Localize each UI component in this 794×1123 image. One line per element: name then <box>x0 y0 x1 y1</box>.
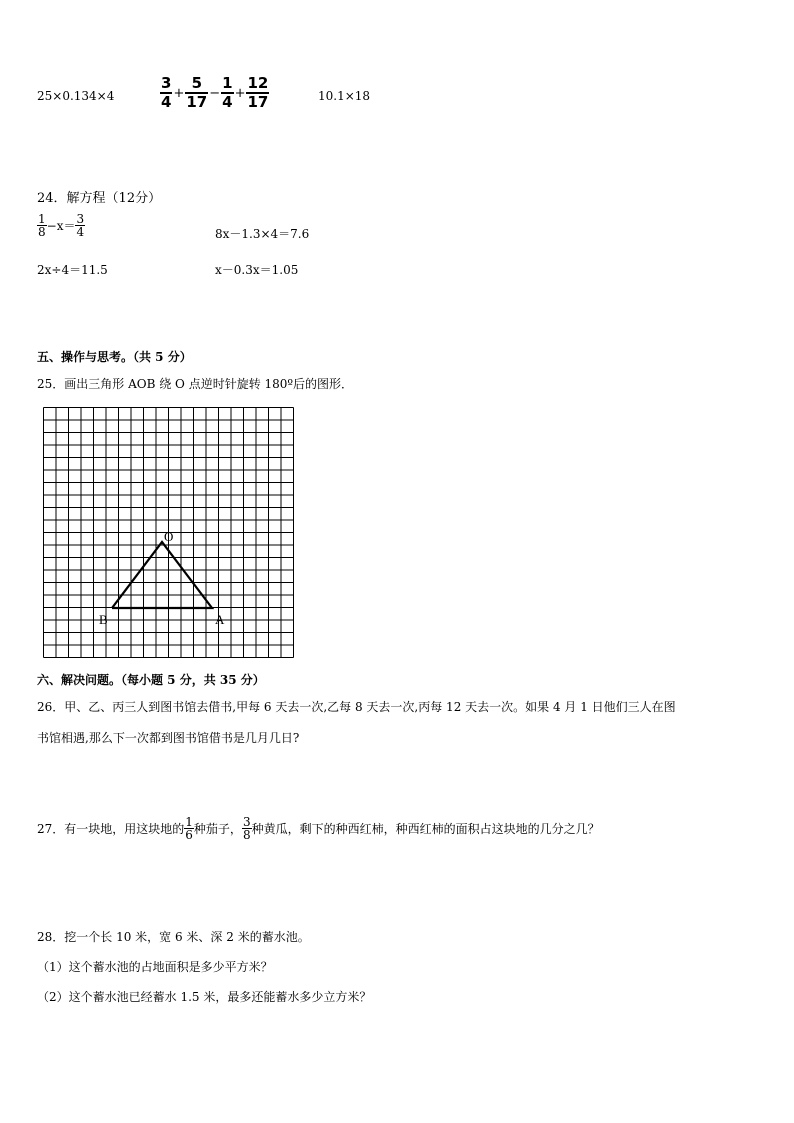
q26-line-1: 26．甲、乙、丙三人到图书馆去借书,甲每 6 天去一次,乙每 8 天去一次,丙每 12 天去一次。如果 4 月 1 日他们三人在图 <box>37 700 676 714</box>
fraction <box>221 76 233 110</box>
q24-equation-1 <box>37 213 85 238</box>
numerator: 1 <box>38 212 46 226</box>
q24-equation-4: x－0.3x＝1.05 <box>215 263 299 277</box>
numerator: 5 <box>191 74 202 92</box>
calc-expr-2 <box>160 76 269 110</box>
calc-expr-3: 10.1×18 <box>318 89 371 103</box>
denominator: 8 <box>38 225 46 239</box>
point-label-o: O <box>164 529 174 544</box>
q28-sub-2: （2）这个蓄水池已经蓄水 1.5 米，最多还能蓄水多少立方米？ <box>37 990 372 1004</box>
section-6-heading: 六、解决问题。（每小题 5 分，共 35 分） <box>37 673 265 687</box>
numerator: 1 <box>222 74 233 92</box>
q24-equation-3: 2x÷4＝11.5 <box>37 263 108 277</box>
q28-sub-1: （1）这个蓄水池的占地面积是多少平方米？ <box>37 960 273 974</box>
q24-equation-2: 8x－1.3×4＝7.6 <box>215 227 310 241</box>
fraction <box>242 816 252 841</box>
q27-part-3: 种黄瓜，剩下的种西红柿，种西红柿的面积占这块地的几分之几？ <box>251 822 600 836</box>
operator: + <box>173 85 185 101</box>
q27-part-1: 27．有一块地，用这块地的 <box>37 822 185 836</box>
denominator: 4 <box>161 93 172 111</box>
denominator: 8 <box>242 828 251 842</box>
fraction <box>160 76 172 110</box>
section-5-heading: 五、操作与思考。（共 5 分） <box>37 350 192 364</box>
fraction <box>184 816 194 841</box>
q27-part-2: 种茄子， <box>193 822 242 836</box>
q27-text <box>37 816 600 841</box>
denominator: 4 <box>222 93 233 111</box>
q25-text: 25．画出三角形 AOB 绕 O 点逆时针旋转 180º后的图形． <box>37 377 354 391</box>
numerator: 12 <box>247 74 269 92</box>
numerator: 3 <box>161 74 172 92</box>
point-label-a: A <box>215 612 225 627</box>
fraction <box>37 213 47 238</box>
denominator: 4 <box>76 225 85 239</box>
numerator: 1 <box>185 815 193 829</box>
operator: + <box>234 85 246 101</box>
point-label-b: B <box>99 612 108 627</box>
denominator: 17 <box>186 93 208 111</box>
fraction <box>246 76 269 110</box>
operator: − <box>209 85 221 101</box>
numerator: 3 <box>76 212 85 226</box>
numerator: 3 <box>242 815 251 829</box>
denominator: 6 <box>185 828 193 842</box>
q28-line-1: 28．挖一个长 10 米，宽 6 米、深 2 米的蓄水池。 <box>37 930 310 944</box>
calc-expr-1: 25×0.134×4 <box>37 89 115 103</box>
q26-line-2: 书馆相遇,那么下一次都到图书馆借书是几月几日? <box>37 731 300 745</box>
q24-heading: 24．解方程（12分） <box>37 191 162 206</box>
triangle-aob <box>112 542 212 608</box>
grid-figure <box>40 404 298 662</box>
fraction <box>75 213 85 238</box>
denominator: 17 <box>247 93 269 111</box>
equation-middle: −x＝ <box>46 219 76 233</box>
fraction <box>185 76 208 110</box>
